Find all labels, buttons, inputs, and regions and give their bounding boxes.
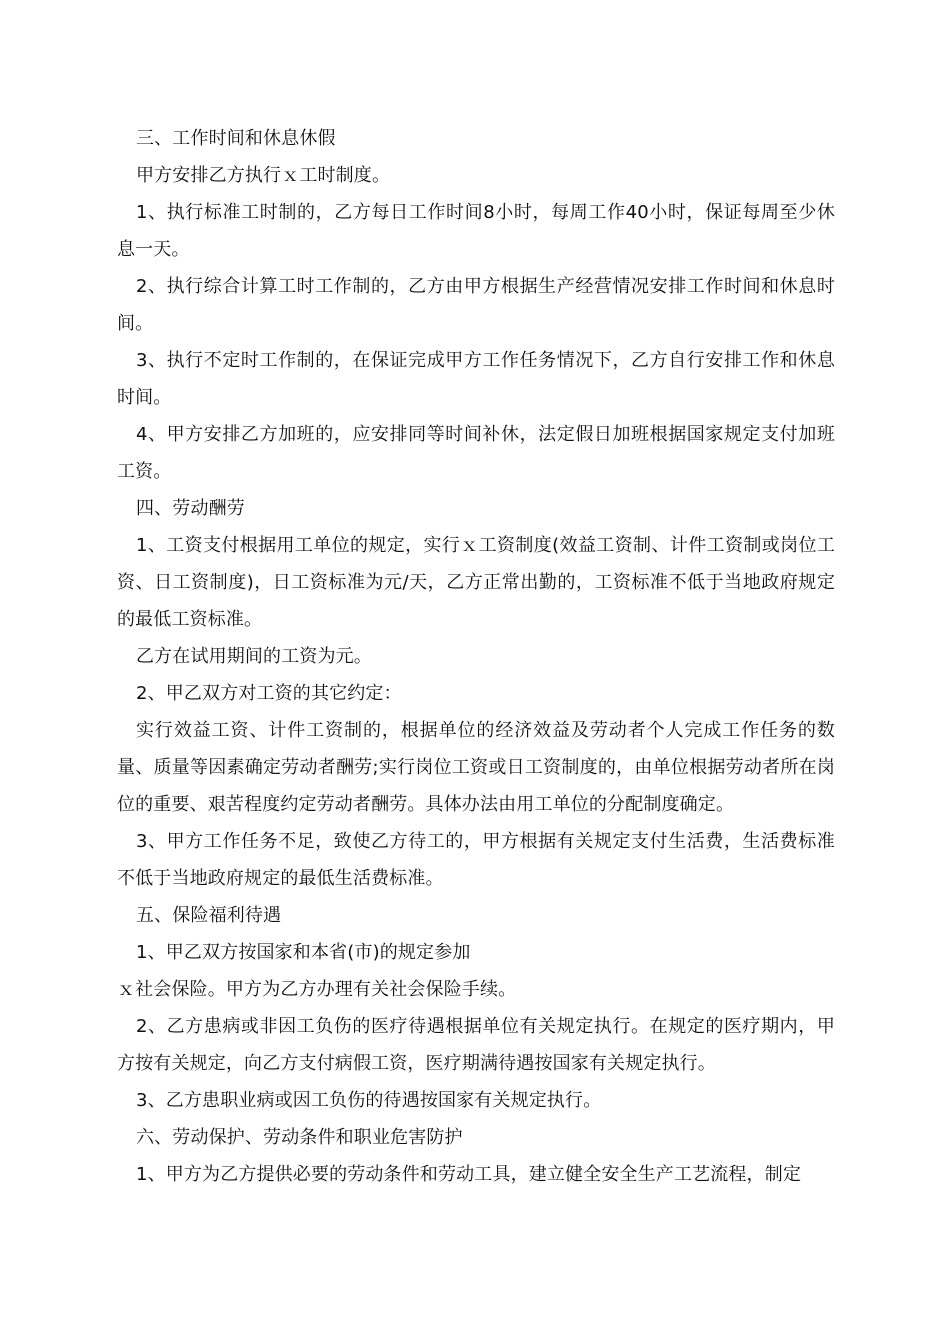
clause-item: 2、乙方患病或非因工负伤的医疗待遇根据单位有关规定执行。在规定的医疗期内，甲方按有关规定，向乙方支付病假工资，医疗期满待遇按国家有关规定执行。 <box>117 1016 835 1074</box>
section-heading-remuneration: 四、劳动酬劳 <box>136 498 245 519</box>
clause-item: 3、乙方患职业病或因工负伤的待遇按国家有关规定执行。 <box>136 1090 602 1111</box>
paragraph: 乙方在试用期间的工资为元。 <box>136 646 372 667</box>
paragraph: 实行效益工资、计件工资制的，根据单位的经济效益及劳动者个人完成工作任务的数量、质量等因素确定劳动者酬劳;实行岗位工资或日工资制度的，由单位根据劳动者所在岗位的重要、艰苦程度约定劳动者酬劳。具体办法由用工单位的分配制度确定。 <box>117 720 835 815</box>
clause-item: 2、甲乙双方对工资的其它约定： <box>136 683 402 704</box>
clause-item: 1、甲方为乙方提供必要的劳动条件和劳动工具，建立健全安全生产工艺流程，制定 <box>136 1164 801 1185</box>
paragraph: 甲方安排乙方执行ｘ工时制度。 <box>136 165 391 186</box>
section-heading-insurance: 五、保险福利待遇 <box>136 905 282 926</box>
paragraph: ｘ社会保险。甲方为乙方办理有关社会保险手续。 <box>117 979 517 1000</box>
clause-item: 4、甲方安排乙方加班的，应安排同等时间补休，法定假日加班根据国家规定支付加班工资。 <box>117 424 835 482</box>
document-body <box>117 120 835 1193</box>
clause-item: 1、工资支付根据用工单位的规定，实行ｘ工资制度(效益工资制、计件工资制或岗位工资、日工资制度)，日工资标准为元/天，乙方正常出勤的，工资标准不低于当地政府规定的最低工资标准。 <box>117 535 835 630</box>
section-heading-work-time: 三、工作时间和休息休假 <box>136 128 336 149</box>
clause-item: 1、执行标准工时制的，乙方每日工作时间8小时，每周工作40小时，保证每周至少休息一天。 <box>117 202 835 260</box>
clause-item: 2、执行综合计算工时工作制的，乙方由甲方根据生产经营情况安排工作时间和休息时间。 <box>117 276 835 334</box>
clause-item: 1、甲乙双方按国家和本省(市)的规定参加 <box>136 942 471 963</box>
clause-item: 3、甲方工作任务不足，致使乙方待工的，甲方根据有关规定支付生活费，生活费标准不低于当地政府规定的最低生活费标准。 <box>117 831 835 889</box>
section-heading-labor-protection: 六、劳动保护、劳动条件和职业危害防护 <box>136 1127 463 1148</box>
clause-item: 3、执行不定时工作制的，在保证完成甲方工作任务情况下，乙方自行安排工作和休息时间。 <box>117 350 835 408</box>
